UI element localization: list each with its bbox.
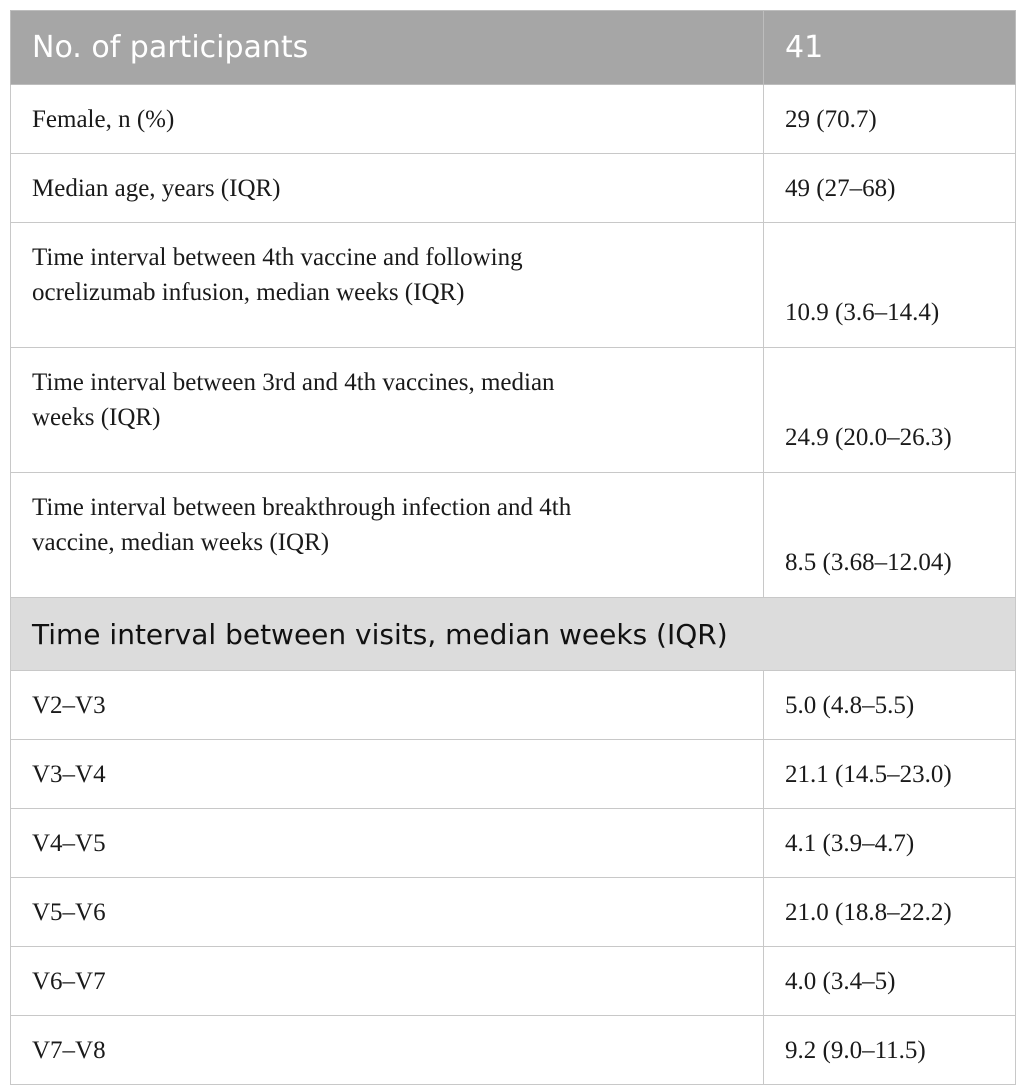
table-row (11, 348, 1016, 473)
visit-value: 4.0 (3.4–5) (764, 947, 1016, 1016)
table-row (11, 740, 1016, 809)
table-row (11, 1016, 1016, 1085)
visit-label: V5–V6 (11, 878, 764, 947)
row-label-line: Time interval between 3rd and 4th vaccines, median (32, 369, 555, 396)
row-label (11, 348, 764, 473)
table-header-row (11, 11, 1016, 85)
table-row (11, 809, 1016, 878)
row-label-line: Time interval between breakthrough infection and 4th (32, 494, 572, 521)
row-label-line: ocrelizumab infusion, median weeks (IQR) (32, 279, 465, 306)
row-label-line: Time interval between 4th vaccine and following (32, 244, 523, 271)
participants-table (10, 10, 1016, 1085)
table-row (11, 947, 1016, 1016)
header-label: No. of participants (11, 11, 764, 85)
visit-label: V2–V3 (11, 671, 764, 740)
row-value: 24.9 (20.0–26.3) (764, 348, 1016, 473)
header-value: 41 (764, 11, 1016, 85)
table-row (11, 878, 1016, 947)
row-value: 49 (27–68) (764, 154, 1016, 223)
table-row (11, 223, 1016, 348)
visit-value: 9.2 (9.0–11.5) (764, 1016, 1016, 1085)
visit-label: V6–V7 (11, 947, 764, 1016)
row-value: 29 (70.7) (764, 85, 1016, 154)
row-label: Median age, years (IQR) (11, 154, 764, 223)
row-value: 8.5 (3.68–12.04) (764, 473, 1016, 598)
row-value: 10.9 (3.6–14.4) (764, 223, 1016, 348)
row-label: Female, n (%) (11, 85, 764, 154)
table-row (11, 85, 1016, 154)
row-label-line: weeks (IQR) (32, 404, 161, 431)
visit-value: 21.1 (14.5–23.0) (764, 740, 1016, 809)
table-row (11, 154, 1016, 223)
visit-value: 4.1 (3.9–4.7) (764, 809, 1016, 878)
table-row (11, 671, 1016, 740)
visit-value: 5.0 (4.8–5.5) (764, 671, 1016, 740)
visit-label: V4–V5 (11, 809, 764, 878)
visit-label: V7–V8 (11, 1016, 764, 1085)
visit-label: V3–V4 (11, 740, 764, 809)
visit-value: 21.0 (18.8–22.2) (764, 878, 1016, 947)
row-label-line: vaccine, median weeks (IQR) (32, 529, 330, 556)
row-label (11, 473, 764, 598)
section-header-row (11, 598, 1016, 671)
section-title: Time interval between visits, median weeks (IQR) (11, 598, 1016, 671)
row-label (11, 223, 764, 348)
table-row (11, 473, 1016, 598)
